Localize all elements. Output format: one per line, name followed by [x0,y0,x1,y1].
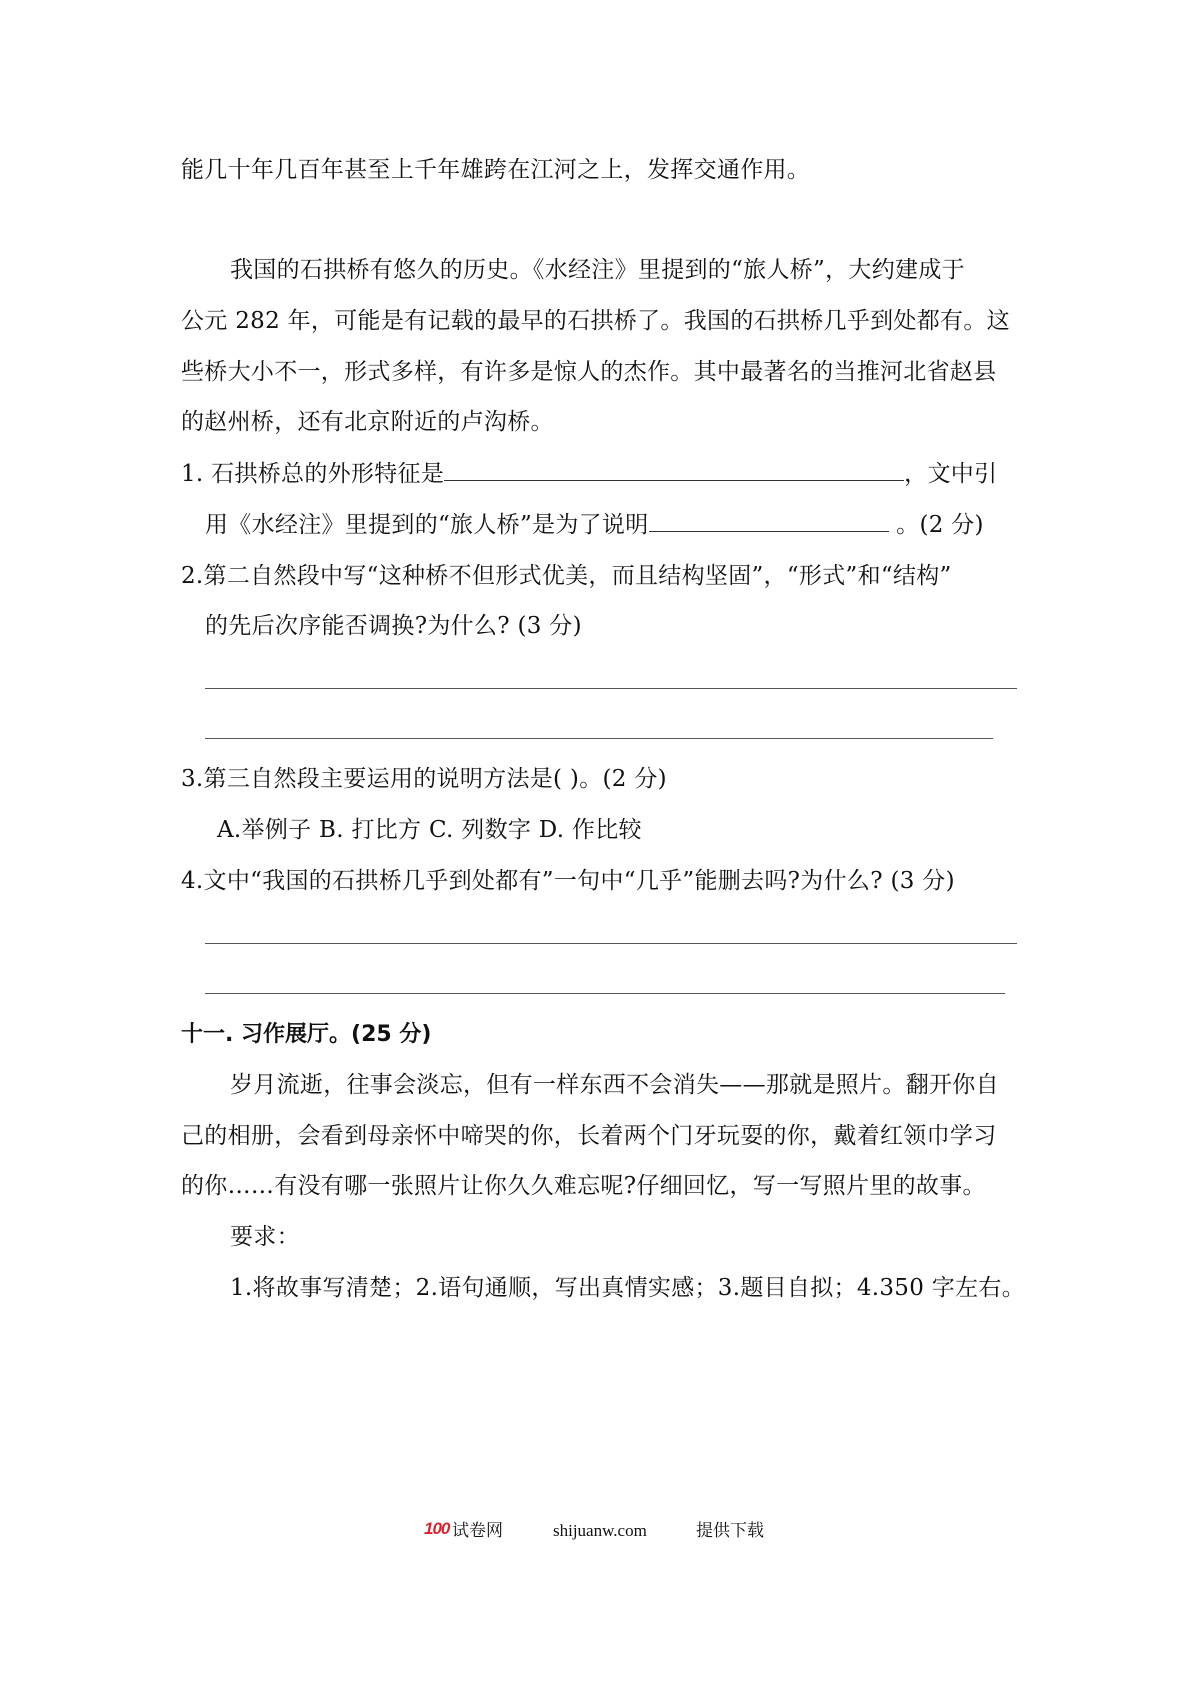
answer-line[interactable] [205,738,993,739]
question-2: 2.第二自然段中写“这种桥不但形式优美，而且结构坚固”，“形式”和“结构” [181,563,952,589]
requirements-text: 1.将故事写清楚；2.语句通顺，写出真情实感；3.题目自拟；4.350 字左右。 [230,1275,1025,1301]
download-note: 提供下载 [696,1521,764,1540]
passage-line: 能几十年几百年甚至上千年雄跨在江河之上，发挥交通作用。 [181,157,811,183]
answer-blank[interactable] [649,509,889,532]
question-1 [181,458,997,489]
question-2-line2: 的先后次序能否调换?为什么? (3 分) [205,613,582,639]
answer-line[interactable] [205,943,1017,944]
question-3-options: A.举例子 B. 打比方 C. 列数字 D. 作比较 [217,817,642,843]
answer-blank[interactable] [444,458,904,481]
question-3: 3.第三自然段主要运用的说明方法是( )。(2 分) [181,766,667,792]
site-domain: shijuanw.com [553,1521,647,1540]
question-4: 4.文中“我国的石拱桥几乎到处都有”一句中“几乎”能删去吗?为什么? (3 分) [181,868,955,894]
passage-line: 的赵州桥，还有北京附近的卢沟桥。 [181,409,554,435]
composition-line: 岁月流逝，往事会淡忘，但有一样东西不会消失——那就是照片。翻开你自 [230,1072,999,1098]
footer [0,1516,1191,1546]
question-1-text-tail: ，文中引 [904,461,998,487]
question-1-line2-text: 用《水经注》里提到的“旅人桥”是为了说明 [205,512,649,538]
requirements-label: 要求： [230,1224,300,1250]
passage-line: 些桥大小不一，形式多样，有许多是惊人的杰作。其中最著名的当推河北省赵县 [181,359,997,385]
question-1-points: 。(2 分) [888,512,984,538]
composition-line: 己的相册，会看到母亲怀中啼哭的你，长着两个门牙玩耍的你，戴着红领巾学习 [181,1123,997,1149]
site-logo-icon: 100 [424,1519,450,1538]
answer-line[interactable] [205,993,1005,994]
composition-line: 的你……有没有哪一张照片让你久久难忘呢?仔细回忆，写一写照片里的故事。 [181,1173,986,1199]
section-title: 十一. 习作展厅。(25 分) [181,1022,432,1047]
passage-line: 公元 282 年，可能是有记载的最早的石拱桥了。我国的石拱桥几乎到处都有。这 [181,308,1010,334]
answer-line[interactable] [205,688,1017,689]
question-1-text: 1. 石拱桥总的外形特征是 [181,461,445,487]
question-1-line2 [205,509,984,540]
site-name: 试卷网 [452,1521,503,1540]
passage-line: 我国的石拱桥有悠久的历史。《水经注》里提到的“旅人桥”，大约建成于 [230,257,965,283]
